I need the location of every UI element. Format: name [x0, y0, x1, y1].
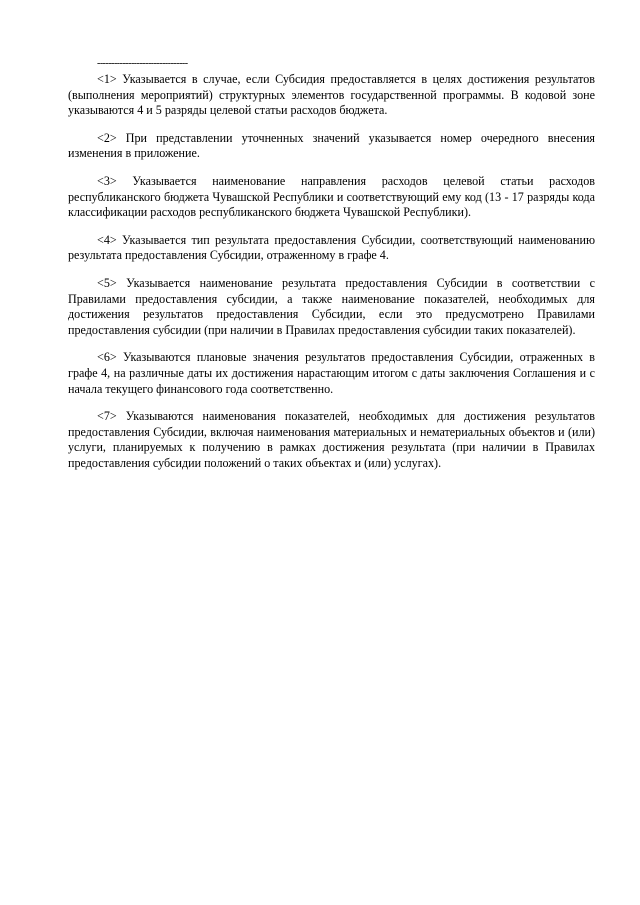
footnote-4: <4> Указывается тип результата предоставления Субсидии, соответствующий наименованию результата предоставления Субсидии, отраженному в графе 4. — [68, 232, 595, 263]
footnotes-list — [68, 72, 595, 483]
footnote-3: <3> Указывается наименование направления расходов целевой статьи расходов республиканского бюджета Чувашской Республики и соответствующий ему код (13 - 17 разряды кода классификации расходов республиканского бюджета Чувашской Республики). — [68, 173, 595, 220]
footnote-7: <7> Указываются наименования показателей, необходимых для достижения результатов предоставления Субсидии, включая наименования материальных и нематериальных объектов и (или) услуги, планируемых к получению в рамках достижения результата (при наличии в Правилах предоставления субсидии положений о таких объектах и (или) услугах). — [68, 409, 595, 470]
footnote-separator: -------------------------------- — [97, 58, 188, 69]
footnote-2: <2> При представлении уточненных значений указывается номер очередного внесения изменения в приложение. — [68, 130, 595, 161]
footnote-6: <6> Указываются плановые значения результатов предоставления Субсидии, отраженных в графе 4, на различные даты их достижения нарастающим итогом с даты заключения Соглашения и с начала текущего финансового года соответственно. — [68, 350, 595, 396]
footnote-1: <1> Указывается в случае, если Субсидия предоставляется в целях достижения результатов (выполнения мероприятий) структурных элементов государственной программы. В кодовой зоне указываются 4 и 5 разряды целевой статьи расходов бюджета. — [68, 72, 595, 118]
footnote-5: <5> Указывается наименование результата предоставления Субсидии в соответствии с Правилами предоставления субсидии, а также наименование показателей, необходимых для достижения результатов предоставления Субсидии, если это предусмотрено Правилами предоставления субсидии (при наличии в Правилах предоставления субсидии таких показателей). — [68, 275, 595, 337]
